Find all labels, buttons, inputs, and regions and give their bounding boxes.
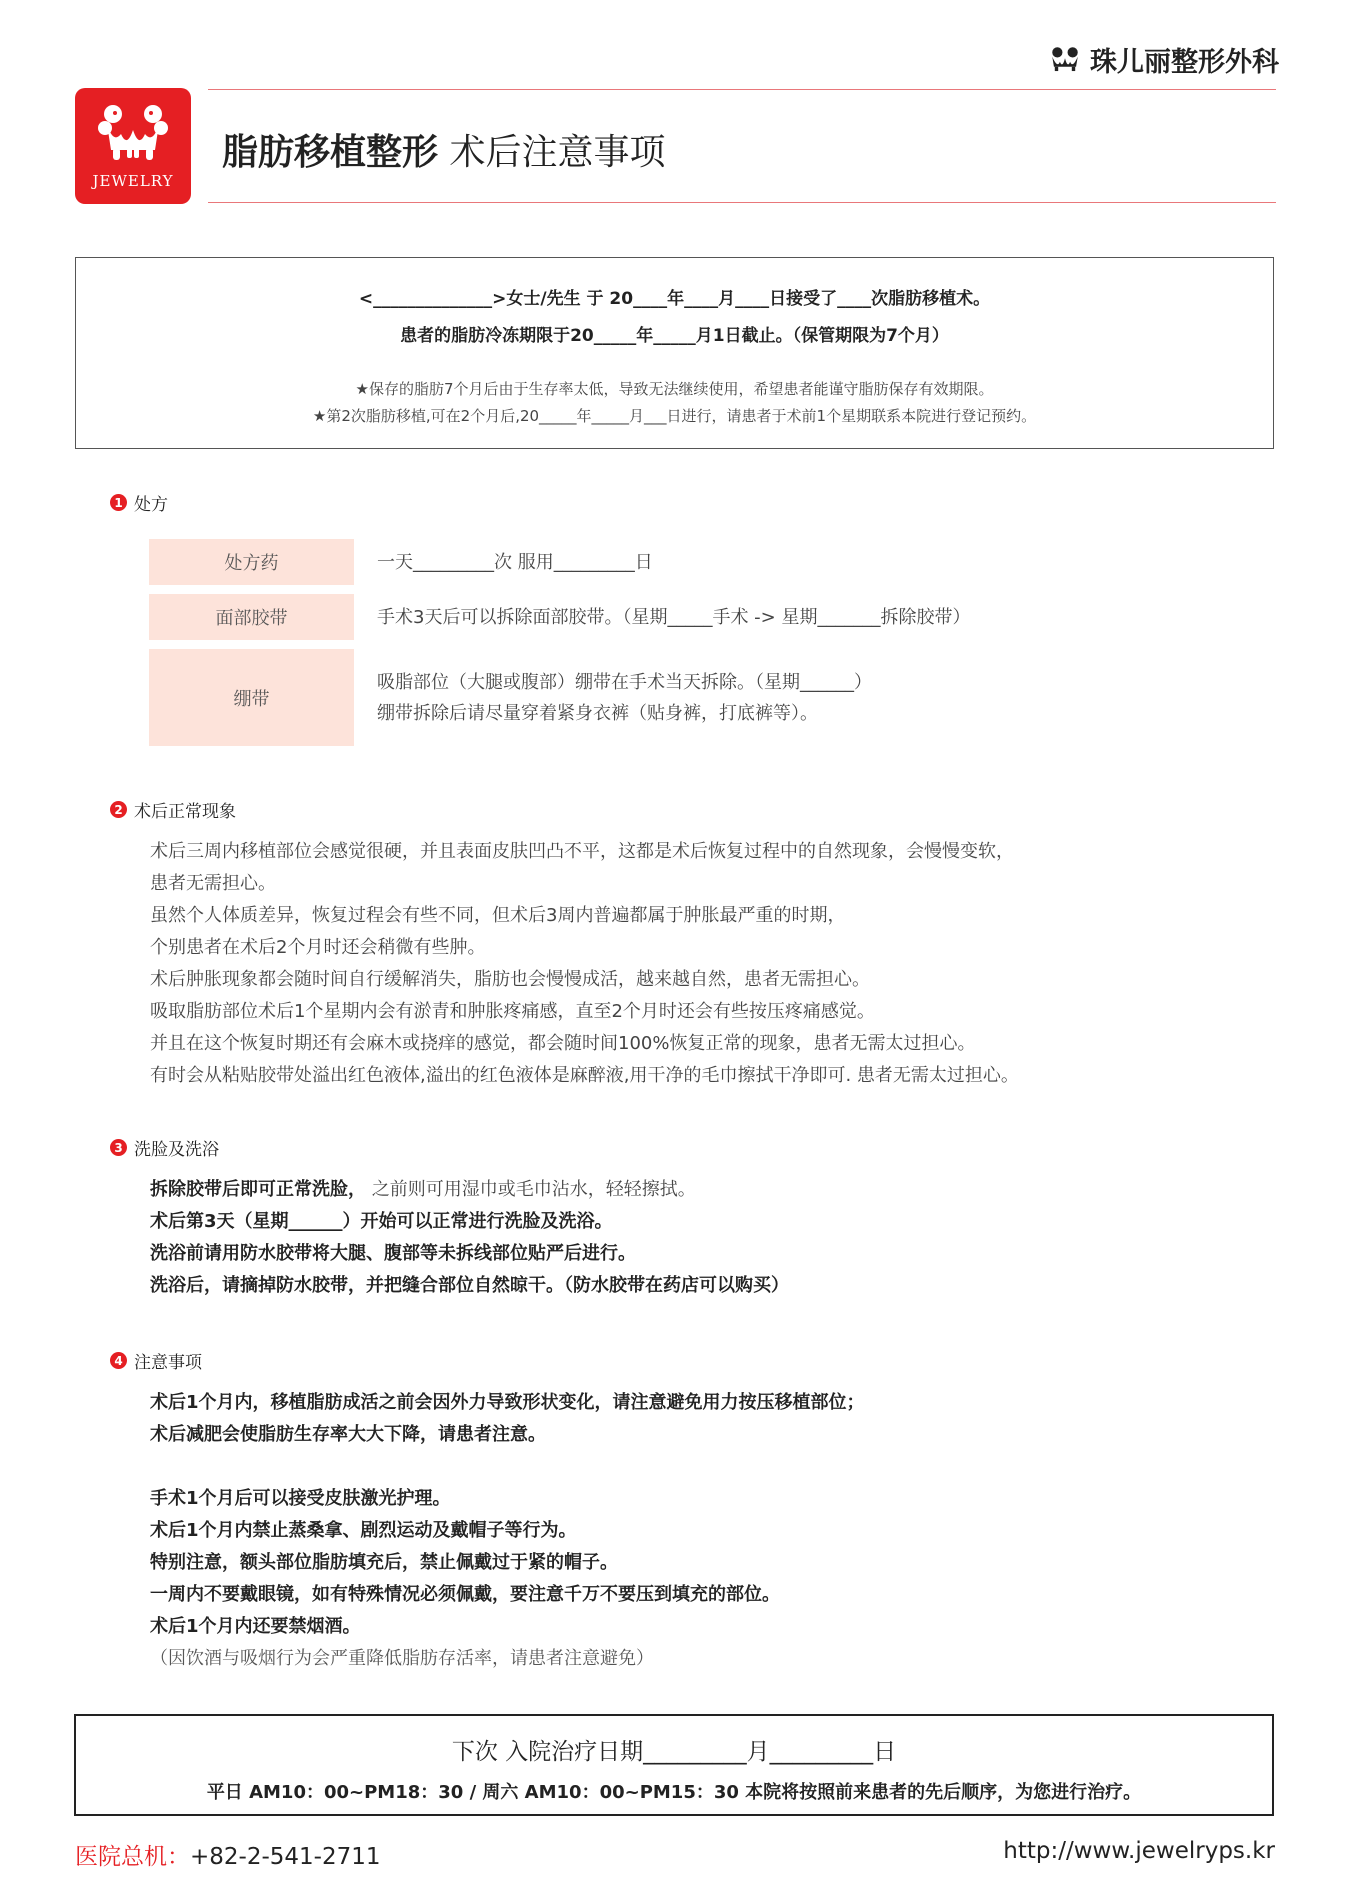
section-cautions-heading	[110, 1348, 202, 1373]
cautions-text	[150, 1387, 865, 1675]
opening-hours-line: 平日 AM10：00~PM18：30 / 周六 AM10：00~PM15：30 本院将按照前来患者的先后顺序，为您进行治疗。	[206, 1782, 1142, 1803]
section-title: 处方	[134, 495, 168, 515]
section-number-badge: 1	[110, 494, 127, 511]
section-number-badge: 2	[110, 801, 127, 818]
second-graft-note: ★第2次脂肪移植,可在2个月后,20_____年_____月___日进行，请患者于术前1个星期联系本院进行登记预约。	[312, 407, 1037, 425]
page-title	[222, 124, 665, 175]
brand-name: 珠儿丽整形外科	[1090, 47, 1279, 78]
section-title: 注意事项	[134, 1353, 202, 1373]
surgery-info-box	[75, 257, 1274, 449]
list-item: 并且在这个恢复时期还有会麻木或挠痒的感觉，都会随时间100%恢复正常的现象，患者无需太过担心。	[150, 1033, 976, 1054]
title-bold: 脂肪移植整形	[222, 132, 439, 173]
list-item: 术后三周内移植部位会感觉很硬，并且表面皮肤凹凸不平，这都是术后恢复过程中的自然现象，会慢慢变软，	[150, 841, 1014, 862]
rx-text-medication	[377, 547, 653, 578]
list-item: 患者无需担心。	[150, 873, 276, 894]
section-prescription-heading	[110, 490, 168, 515]
list-item: 术后肿胀现象都会随时间自行缓解消失，脂肪也会慢慢成活，越来越自然，患者无需担心。	[150, 969, 870, 990]
hospital-phone	[75, 1838, 381, 1871]
list-item: 特别注意，额头部位脂肪填充后，禁止佩戴过于紧的帽子。	[150, 1552, 618, 1573]
logo-wordmark: JEWELRY	[92, 172, 174, 190]
list-item: 洗浴后，请摘掉防水胶带，并把缝合部位自然晾干。（防水胶带在药店可以购买）	[150, 1275, 789, 1296]
rx-label-bandage: 绷带	[149, 649, 354, 746]
rx-label-medication: 处方药	[149, 539, 354, 585]
section-title: 术后正常现象	[134, 802, 236, 822]
washing-line1-rest: 之前则可用湿巾或毛巾沾水，轻轻擦拭。	[366, 1179, 696, 1200]
rx-label-face-tape: 面部胶带	[149, 594, 354, 640]
washing-text	[150, 1174, 789, 1302]
phone-label: 医院总机：	[75, 1844, 190, 1870]
list-item: 手术1个月后可以接受皮肤激光护理。	[150, 1488, 451, 1509]
twin-poodle-icon	[93, 100, 173, 162]
poodle-logo-icon	[1048, 43, 1082, 77]
title-rest: 术后注意事项	[438, 132, 666, 173]
list-item: 吸取脂肪部位术后1个星期内会有淤青和肿胀疼痛感，直至2个月时还会有些按压疼痛感觉。	[150, 1001, 875, 1022]
normal-phenomena-text	[150, 836, 1019, 1092]
brand-top	[1048, 40, 1279, 79]
list-item	[150, 1174, 789, 1206]
section-number-badge: 4	[110, 1352, 127, 1369]
rx-line: 一天_________次 服用_________日	[377, 552, 653, 573]
fat-storage-line: 患者的脂肪冷冻期限于20_____年_____月1日截止。（保管期限为7个月）	[400, 326, 949, 346]
rx-line: 绷带拆除后请尽量穿着紧身衣裤（贴身裤，打底裤等）。	[377, 703, 818, 724]
header-rule-top	[208, 89, 1276, 90]
storage-note: ★保存的脂肪7个月后由于生存率太低，导致无法继续使用，希望患者能谨守脂肪保存有效期限。	[355, 380, 994, 398]
washing-line1-bold: 拆除胶带后即可正常洗脸，	[150, 1179, 366, 1200]
list-item: 一周内不要戴眼镜，如有特殊情况必须佩戴，要注意千万不要压到填充的部位。	[150, 1584, 780, 1605]
list-item: 有时会从粘贴胶带处溢出红色液体,溢出的红色液体是麻醉液,用干净的毛巾擦拭干净即可. 患者无需太过担心。	[150, 1065, 1019, 1086]
surgery-date-line: <______________>女士/先生 于 20____年____月____日接受了____次脂肪移植术。	[358, 289, 991, 309]
list-item: 术后减肥会使脂肪生存率大大下降，请患者注意。	[150, 1424, 546, 1445]
section-title: 洗脸及洗浴	[134, 1140, 219, 1160]
next-visit-box	[74, 1714, 1274, 1816]
caution-note: （因饮酒与吸烟行为会严重降低脂肪存活率，请患者注意避免）	[150, 1648, 654, 1669]
spacer	[150, 1451, 865, 1483]
list-item: 个别患者在术后2个月时还会稍微有些肿。	[150, 937, 486, 958]
next-visit-date-line: 下次 入院治疗日期_________月_________日	[451, 1739, 897, 1765]
phone-number[interactable]: +82-2-541-2711	[190, 1844, 381, 1870]
section-number-badge: 3	[110, 1139, 127, 1156]
section-normal-phenomena-heading	[110, 797, 236, 822]
list-item: 虽然个人体质差异，恢复过程会有些不同，但术后3周内普遍都属于肿胀最严重的时期，	[150, 905, 846, 926]
rx-text-face-tape	[377, 602, 970, 633]
list-item: 术后第3天（星期______）开始可以正常进行洗脸及洗浴。	[150, 1211, 613, 1232]
header-rule-bottom	[208, 202, 1276, 203]
list-item: 术后1个月内禁止蒸桑拿、剧烈运动及戴帽子等行为。	[150, 1520, 577, 1541]
list-item: 洗浴前请用防水胶带将大腿、腹部等未拆线部位贴严后进行。	[150, 1243, 636, 1264]
hospital-logo	[75, 88, 191, 204]
rx-line: 吸脂部位（大腿或腹部）绷带在手术当天拆除。（星期______）	[377, 672, 872, 693]
list-item: 术后1个月内，移植脂肪成活之前会因外力导致形状变化，请注意避免用力按压移植部位；	[150, 1392, 865, 1413]
rx-line: 手术3天后可以拆除面部胶带。（星期_____手术 -> 星期_______拆除胶带）	[377, 607, 971, 628]
list-item: 术后1个月内还要禁烟酒。	[150, 1616, 361, 1637]
rx-text-bandage	[377, 667, 872, 729]
website-link[interactable]: http://www.jewelryps.kr	[1003, 1838, 1275, 1864]
section-washing-heading	[110, 1135, 219, 1160]
